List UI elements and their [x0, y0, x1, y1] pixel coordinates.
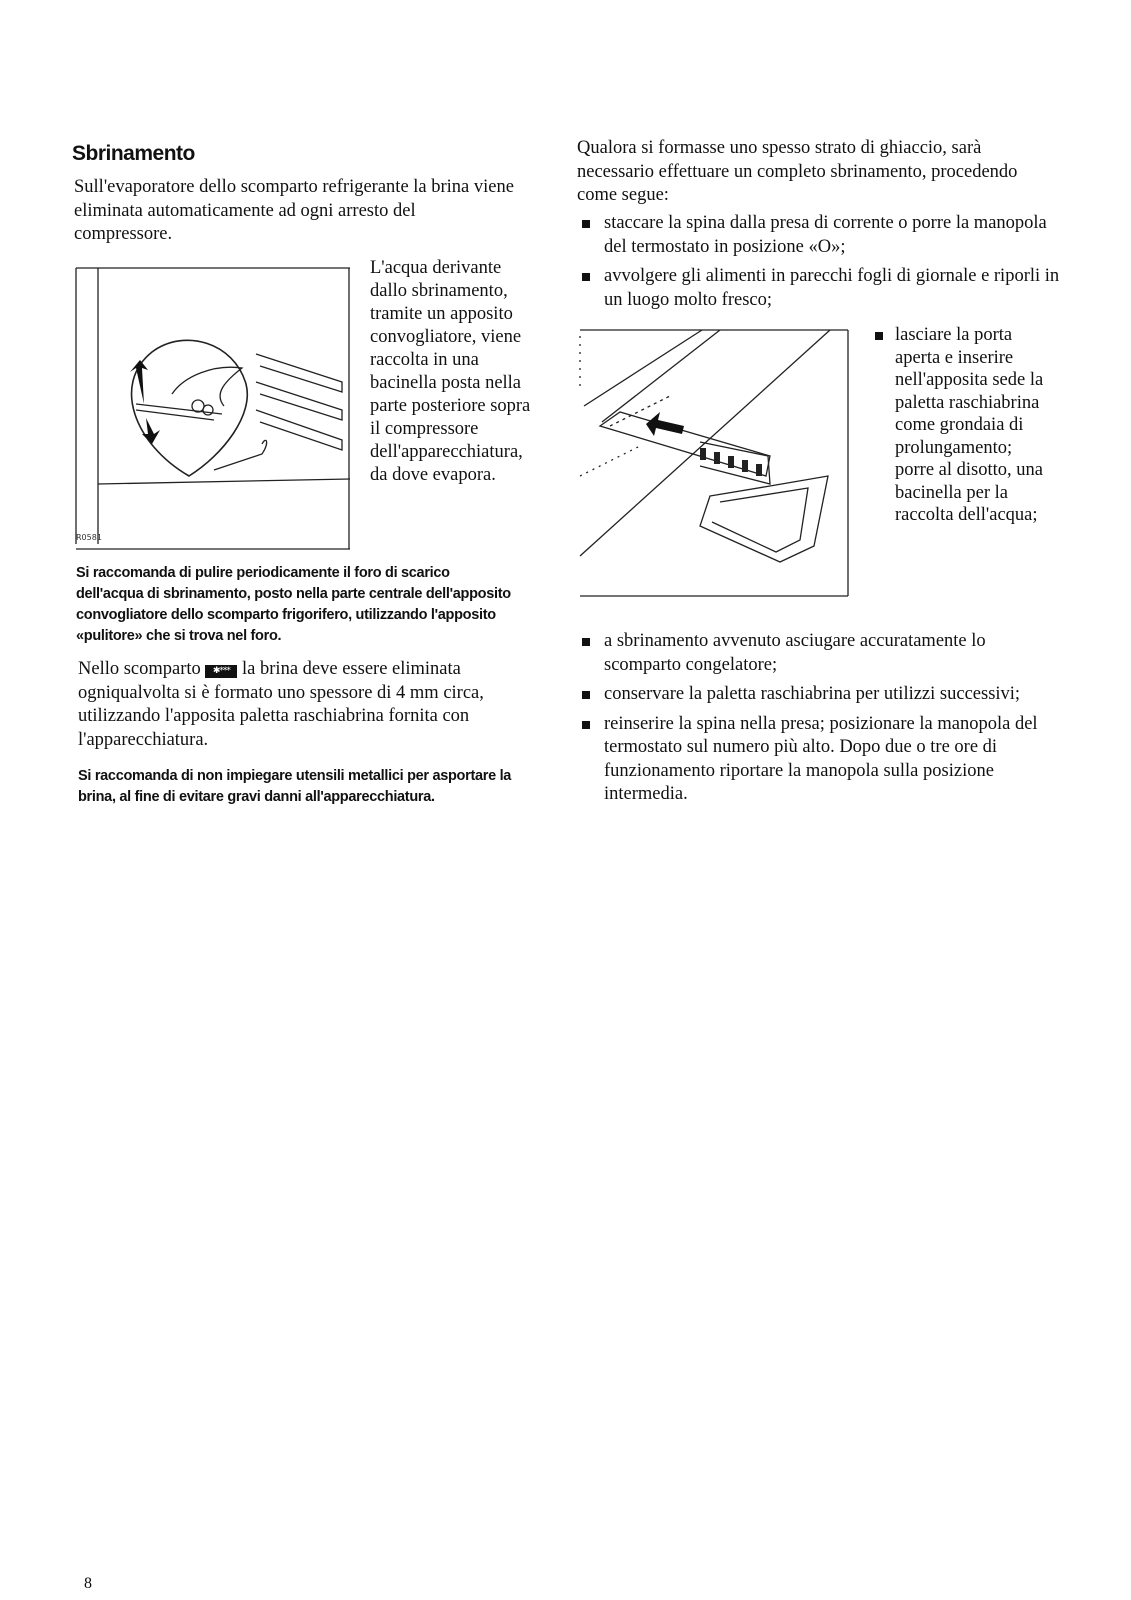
right-intro: Qualora si formasse uno spesso strato di ghiaccio, sarà necessario effettuare un completo sbrinamento, procedendo come segue:: [577, 138, 1018, 205]
page-number: 8: [84, 1575, 92, 1592]
steps-list-top: [580, 212, 1060, 318]
freezer-text-after: la brina deve essere eliminata ogniqualvolta si è formato uno spessore di 4 mm circa, utilizzando l'apposita paletta raschiabrina fornita con l'apparecchiatura.: [78, 659, 484, 750]
intro-paragraph: Sull'evaporatore dello scomparto refrigerante la brina viene eliminata automaticamente ad ogni arresto del compressore.: [74, 177, 514, 244]
bold-note-cleaning: Si raccomanda di pulire periodicamente il foro di scarico dell'acqua di sbrinamento, posto nella parte centrale dell'apposito convogliatore dello scomparto frigorifero, utilizzando l'apposito «pulitore» che si trova nel foro.: [76, 565, 511, 644]
freezer-paragraph: [78, 658, 528, 752]
list-item: a sbrinamento avvenuto asciugare accuratamente lo scomparto congelatore;: [580, 630, 1060, 677]
steps-list-bottom: [580, 630, 1060, 813]
section-title: Sbrinamento: [72, 142, 195, 165]
figure-code: R0581: [76, 533, 102, 542]
list-item: conservare la paletta raschiabrina per utilizzi successivi;: [580, 683, 1060, 707]
list-item: staccare la spina dalla presa di corrente o porre la manopola del termostato in posizione «O»;: [580, 212, 1060, 259]
list-item: lasciare la porta aperta e inserire nell'apposita sede la paletta raschiabrina come grondaia di prolungamento; porre al disotto, una bacinella per la raccolta dell'acqua;: [873, 324, 1048, 527]
list-item: reinserire la spina nella presa; posizionare la manopola del termostato sul numero più alto. Dopo due o tre ore di funzionamento riportare la manopola sulla posizione intermedia.: [580, 713, 1060, 807]
defrost-drain-illustration: [74, 264, 350, 554]
step-scraper: [873, 324, 1048, 533]
water-collection-text: L'acqua derivante dallo sbrinamento, tramite un apposito convogliatore, viene raccolta in una bacinella posta nella parte posteriore sopra il compressore dell'apparecchiatura, da dove evapora.: [370, 258, 531, 485]
list-item: avvolgere gli alimenti in parecchi fogli di giornale e riporli in un luogo molto fresco;: [580, 265, 1060, 312]
freezer-text-before: Nello scomparto: [78, 659, 201, 679]
bold-note-metal: Si raccomanda di non impiegare utensili metallici per asportare la brina, al fine di evitare gravi danni all'apparecchiatura.: [78, 768, 512, 805]
scraper-gutter-illustration: [580, 326, 850, 601]
four-star-freezer-icon: ✱***: [205, 665, 237, 678]
